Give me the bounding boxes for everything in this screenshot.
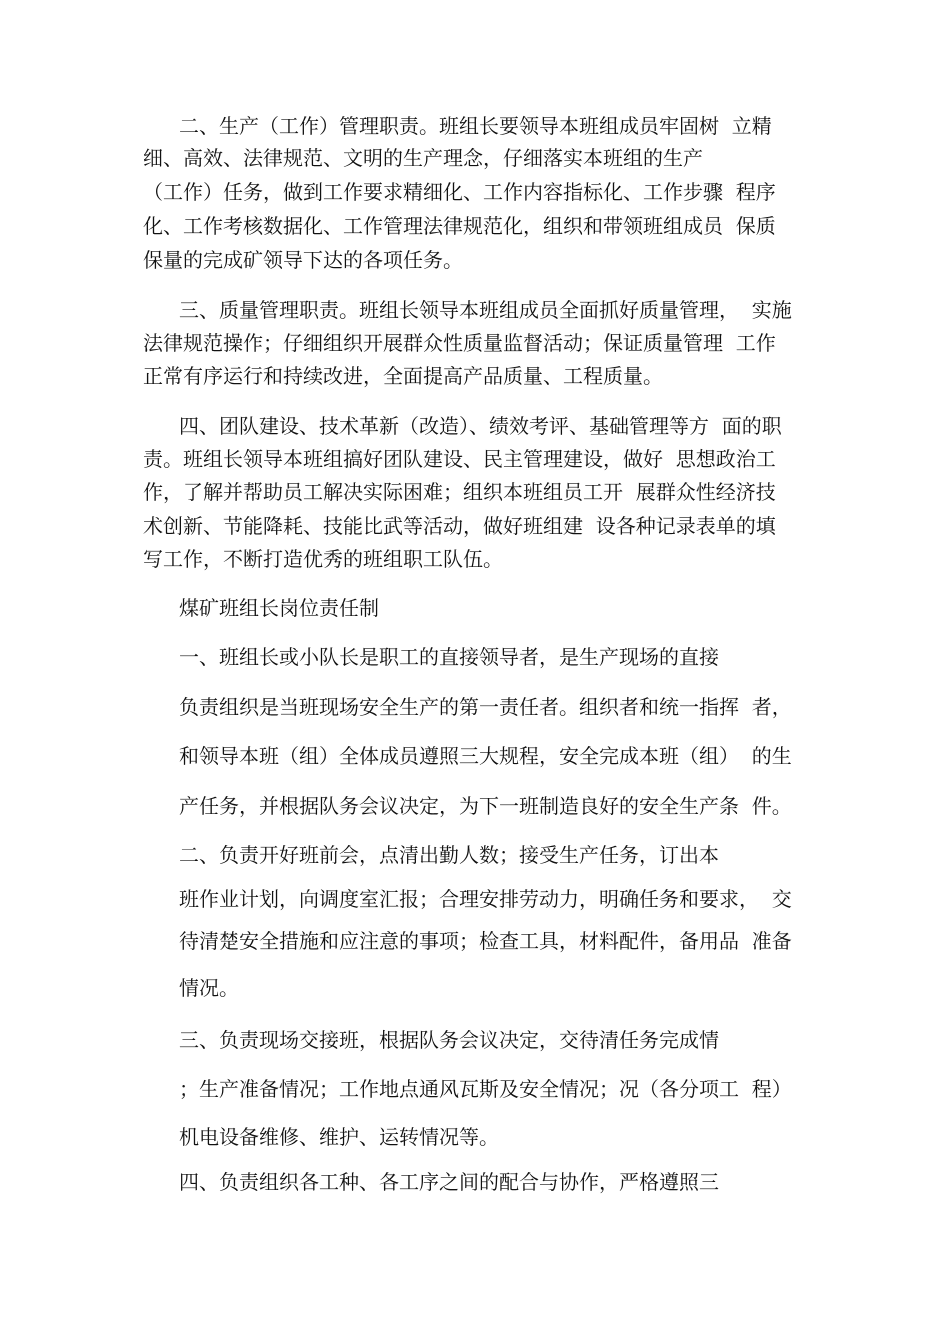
- text-line: 正常有序运行和持续改进，全面提高产品质量、工程质量。: [143, 364, 663, 388]
- text-line: 细、高效、法律规范、文明的生产理念，仔细落实本班组的生产: [143, 146, 703, 170]
- text-line: 产任务，并根据队务会议决定，为下一班制造良好的安全生产条 件。: [179, 794, 792, 818]
- text-line: 保量的完成矿领导下达的各项任务。: [143, 248, 463, 272]
- text-line: 法律规范操作；仔细组织开展群众性质量监督活动；保证质量管理 工作: [143, 331, 776, 355]
- text-line: 作，了解并帮助员工解决实际困难；组织本班组员工开 展群众性经济技: [143, 480, 776, 504]
- text-line: 和领导本班（组）全体成员遵照三大规程，安全完成本班（组） 的生: [179, 744, 792, 768]
- text-line: 负责组织是当班现场安全生产的第一责任者。组织者和统一指挥 者，: [179, 695, 792, 719]
- text-line: 写工作，不断打造优秀的班组职工队伍。: [143, 547, 503, 571]
- text-line: 责。班组长领导本班组搞好团队建设、民主管理建设，做好 思想政治工: [143, 447, 776, 471]
- text-line: 术创新、节能降耗、技能比武等活动，做好班组建 设各种记录表单的填: [143, 514, 776, 538]
- text-line: 班作业计划，向调度室汇报；合理安排劳动力，明确任务和要求， 交: [179, 887, 792, 911]
- text-line: 四、团队建设、技术革新（改造）、绩效考评、基础管理等方 面的职: [179, 414, 782, 438]
- text-line: （工作）任务，做到工作要求精细化、工作内容指标化、工作步骤 程序: [143, 180, 776, 204]
- text-line: 机电设备维修、维护、运转情况等。: [179, 1125, 499, 1149]
- text-line: 一、班组长或小队长是职工的直接领导者，是生产现场的直接: [179, 645, 719, 669]
- text-line: 三、质量管理职责。班组长领导本班组成员全面抓好质量管理， 实施: [179, 298, 792, 322]
- text-line: 化、工作考核数据化、工作管理法律规范化，组织和带领班组成员 保质: [143, 214, 776, 238]
- section-heading: 煤矿班组长岗位责任制: [179, 596, 379, 620]
- text-line: 四、负责组织各工种、各工序之间的配合与协作，严格遵照三: [179, 1170, 719, 1194]
- text-line: 三、负责现场交接班，根据队务会议决定，交待清任务完成情: [179, 1028, 719, 1052]
- text-line: 待清楚安全措施和应注意的事项；检查工具，材料配件，备用品 准备: [179, 929, 792, 953]
- text-line: 二、负责开好班前会，点清出勤人数；接受生产任务，订出本: [179, 843, 719, 867]
- text-line: 情况。: [179, 976, 239, 1000]
- text-line: ；生产准备情况；工作地点通风瓦斯及安全情况；况（各分项工 程）: [179, 1077, 792, 1101]
- text-line: 二、生产（工作）管理职责。班组长要领导本班组成员牢固树 立精: [179, 114, 772, 138]
